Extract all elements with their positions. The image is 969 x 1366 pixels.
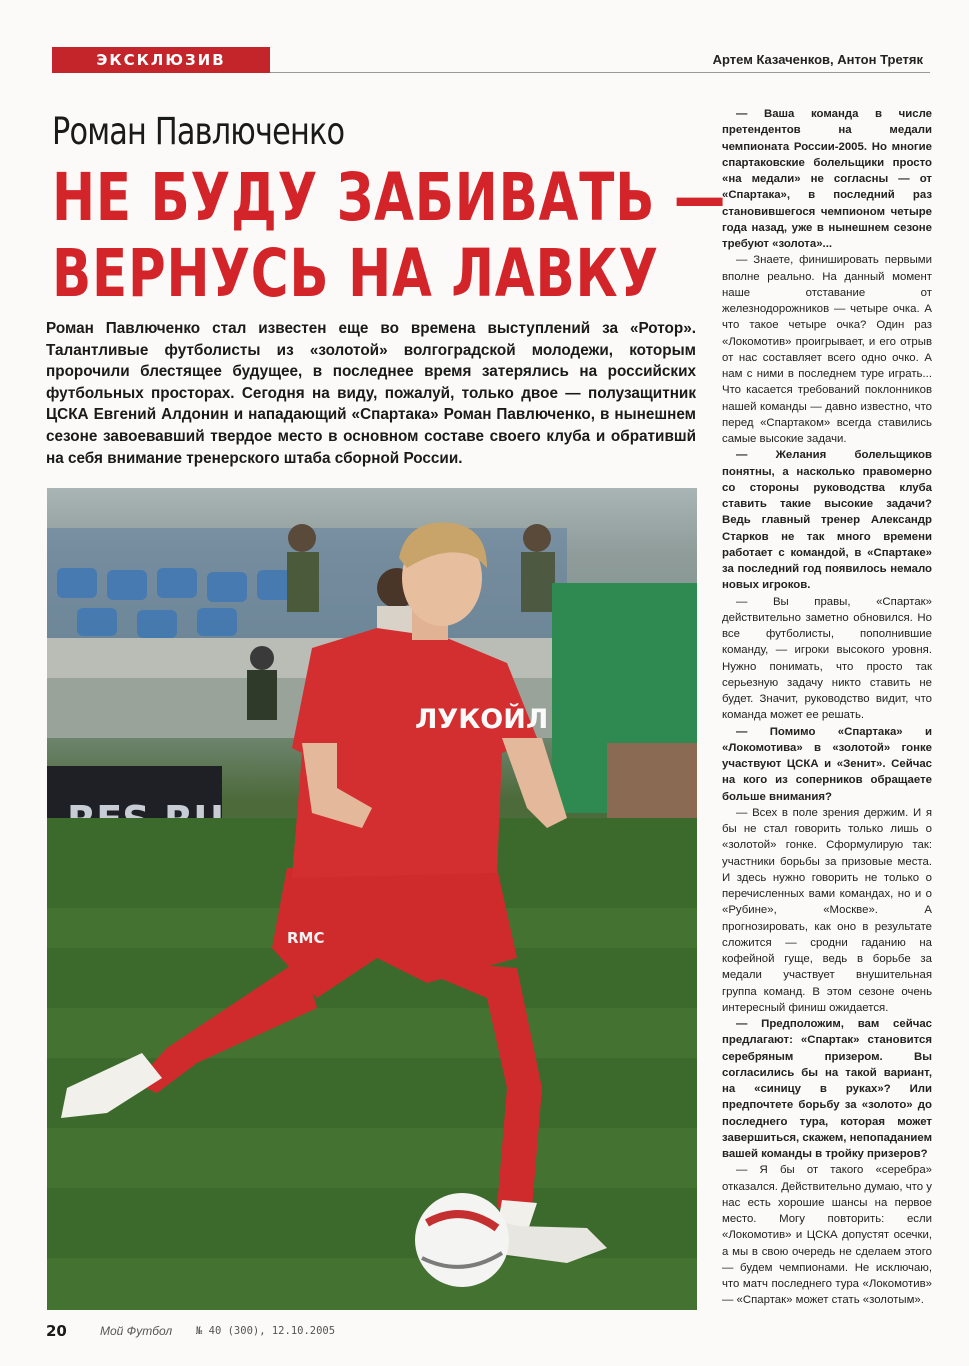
magazine-title: Мой Футбол <box>100 1324 173 1338</box>
shirt-sponsor: ЛУКОЙЛ <box>415 704 549 735</box>
interview-answer: — Вы правы, «Спартак» действительно заметно обновился. Но все футболисты, пополнившие команду, — игроки высокого уровня. Нужно понимать, что просто так серьезную задачу никто ставить не будет. Значит, руководство видит, что команда может ее решать. <box>722 595 932 722</box>
article-lead: Роман Павлюченко стал известен еще во времена выступлений за «Ротор». Талантливые футболисты из «золотой» волгоградской молодежи, которым пророчили блестящее будущее, в последнее время затерялись на российских футбольных просторах. Сегодня на виду, пожалуй, только двое — полузащитник ЦСКА Евгений Алдонин и нападающий «Спартака» Роман Павлюченко, в нынешнем сезоне завоевавший твердое место в основном составе своего клуба и обратившй на себя внимание тренерского штаба сборной России. <box>46 320 696 467</box>
header-rule <box>270 72 930 73</box>
page-number: 20 <box>46 1322 67 1340</box>
page-footer <box>46 1322 936 1342</box>
interview-answer: — Знаете, финишировать первыми вполне реально. На данный момент наше отставание от железнодорожников — четыре очка. А что такое четыре очка? Один раз «Локомотив» проигрывает, и его отрыв от нас составляет всего одно очко. А нам с ними в последнем туре играть... Что касается требований поклонников нашей команды — давно известно, что перед «Спартаком» всегда ставились самые высокие задачи. <box>722 254 932 445</box>
article-headline <box>52 159 727 312</box>
interview-question: — Ваша команда в числе претендентов на медали чемпионата России-2005. Но многие спартаковские болельщики просто «на медали» не согласны — от «Спартака», в последний раз становившегося чемпионом четыре года назад, уже в нынешнем сезоне требуют «золота»... <box>722 108 932 250</box>
headline-line-2: ВЕРНУСЬ НА ЛАВКУ <box>52 235 659 312</box>
player-photo-illustration <box>47 488 697 1310</box>
interview-answer: — Я бы от такого «серебра» отказался. Действительно думаю, что у нас есть хорошие шансы на первое место. Могу повторить: если «Локомотив» и ЦСКА допустят осечки, а мы в свою очередь не сделаем этого — будем чемпионами. Не исключаю, что матч последнего тура «Локомотив» — «Спартак» может стать «золотым». <box>722 1164 932 1307</box>
interview-answer: — Всех в поле зрения держим. И я бы не стал говорить только лишь о «золотой» гонке. Сформулирую так: участники борьбы за призовые места. И здесь нужно говорить не только о перечисленных вами командах, но и о «Рубине», «Москве». А прогнозировать, как оно в результате сложится — сродни гаданию на кофейной гуще, ведь в борьбе за медали участвует внушительная группа команд. В этом сезоне очень интересный финиш ожидается. <box>722 806 932 1014</box>
interview-column <box>722 106 932 1309</box>
shorts-logo: RMC <box>287 929 325 947</box>
authors-byline: Артем Казаченков, Антон Третяк <box>712 52 923 67</box>
interview-question: — Предположим, вам сейчас предлагают: «Спартак» становится серебряным призером. Вы согласились бы на такой вариант, на «синицу в руках»? Или предпочтете борьбу за «золото» до последнего тура, которая может завершиться, скажем, непопаданием вашей команды в тройку призеров? <box>722 1018 932 1160</box>
article-subject-name: Роман Павлюченко <box>52 110 345 153</box>
interview-question: — Помимо «Спартака» и «Локомотива» в «золотой» гонке участвуют ЦСКА и «Зенит». Сейчас на кого из соперников обращаете больше внимания? <box>722 725 932 803</box>
headline-line-1: НЕ БУДУ ЗАБИВАТЬ — <box>52 159 727 236</box>
football-ball <box>415 1193 509 1287</box>
interview-question: — Желания болельщиков понятны, а насколько правомерно со стороны руководства клуба ставить такие высокие задачи? Ведь главный тренер Александр Старков не так много времени работает с командой, в «Спартаке» за последний год появилось немало новых игроков. <box>722 449 932 592</box>
issue-info: № 40 (300), 12.10.2005 <box>196 1325 336 1337</box>
rubric-label: ЭКСКЛЮЗИВ <box>52 47 270 73</box>
player-photo <box>47 488 697 1310</box>
